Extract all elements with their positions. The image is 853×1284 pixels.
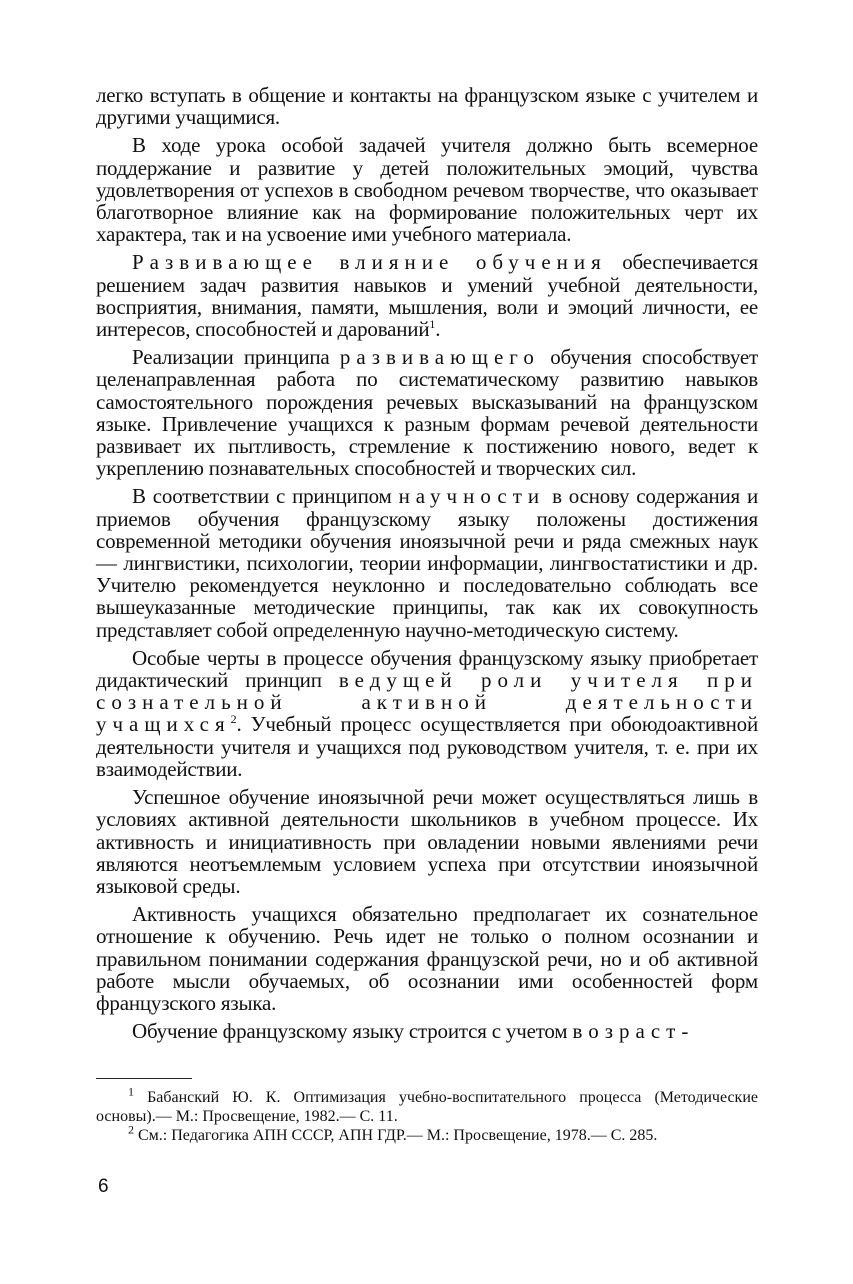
footnote-divider xyxy=(96,1078,192,1079)
footnote-2: $^2$ См.: Педагогика АПН СССР, АПН ГДР.— М.: Просвещение, 1978.— С. 285. xyxy=(128,1122,658,1144)
paragraph-6: Особые черты в процессе обучения французскому языку приобретает дидактический принцип ведущей роли учителя при сознательной активной деятельности учащихся$^2$. Учебный процесс осуществляется при обоюдоактивной деятельности учителя и учащихся под руководством учителя, т. е. при их взаимодействии. xyxy=(96,645,758,781)
paragraph-8: Активность учащихся обязательно предполагает их сознательное отношение к обучению. Речь идет не только о полном осознании и правильном понимании содержания французской речи, но и об активной работе мысли обучаемых, об осознании ими особенностей форм французского языка. xyxy=(96,902,758,1015)
spaced-term: ведущей роли учителя при сознательной активной деятельности учащихся xyxy=(96,668,758,737)
spaced-term: развивающего xyxy=(339,345,540,370)
paragraph-9: Обучение французскому языку строится с учетом возраст- xyxy=(132,1019,695,1044)
footnote-mark-1: 1 xyxy=(128,1084,134,1099)
footnote-ref-2: 2 xyxy=(230,712,237,727)
paragraph-7: Успешное обучение иноязычной речи может осуществляться лишь в условиях активной деятельности школьников в учебном процессе. Их активность и инициативность при овладении новыми явлениями речи являются неотъемлемым условием успеха при отсутствии иноязычной языковой среды. xyxy=(96,785,758,898)
footnote-ref-1: 1 xyxy=(429,317,436,332)
spaced-term: возраст- xyxy=(572,1019,695,1044)
page-number: 6 xyxy=(98,1176,109,1197)
spaced-term: Развивающее влияние обучения xyxy=(132,250,607,275)
paragraph-2: В ходе урока особой задачей учителя должно быть всемерное поддержание и развитие у детей положительных эмоций, чувства удовлетворения от успехов в свободном речевом творчестве, что оказывает благотворное влияние как на формирование положительных черт их характера, так и на усвоение ими учебного материала. xyxy=(96,133,758,247)
footnotes xyxy=(96,1084,758,1145)
paragraph-3: Развивающее влияние обучения обеспечивается решением задач развития навыков и умений учебной деятельности, восприятия, внимания, памяти, мышления, воли и эмоций личности, ее интересов, способностей и дарований$^1$. xyxy=(96,250,759,342)
footnote-mark-2: 2 xyxy=(128,1122,134,1137)
paragraph-4: Реализации принципа развивающего обучения способствует целенаправленная работа по систематическому развитию навыков самостоятельного порождения речевых высказываний на французском языке. Привлечение учащихся к разным формам речевой деятельности развивает их пытливость, стремление к постижению нового, ведет к укреплению познавательных способностей и творческих сил. xyxy=(96,345,758,481)
paragraph-5: В соответствии с принципом научности в основу содержания и приемов обучения французскому языку положены достижения современной методики обучения иноязычной речи и ряда смежных наук — лингвистики, психологии, теории информации, лингвостатистики и др. Учителю рекомендуется неуклонно и последовательно соблюдать все вышеуказанные методические принципы, так как их совокупность представляет собой определенную научно-методическую систему. xyxy=(96,484,758,642)
page-body xyxy=(96,84,758,1048)
footnote-1: $^1$ Бабанский Ю. К. Оптимизация учебно-воспитательного процесса (Методические основы).— М.: Просвещение, 1982.— С. 11. xyxy=(96,1084,758,1125)
spaced-term: научности xyxy=(398,484,546,509)
paragraph-1: легко вступать в общение и контакты на французском языке с учителем и другими учащимися. xyxy=(96,83,758,130)
